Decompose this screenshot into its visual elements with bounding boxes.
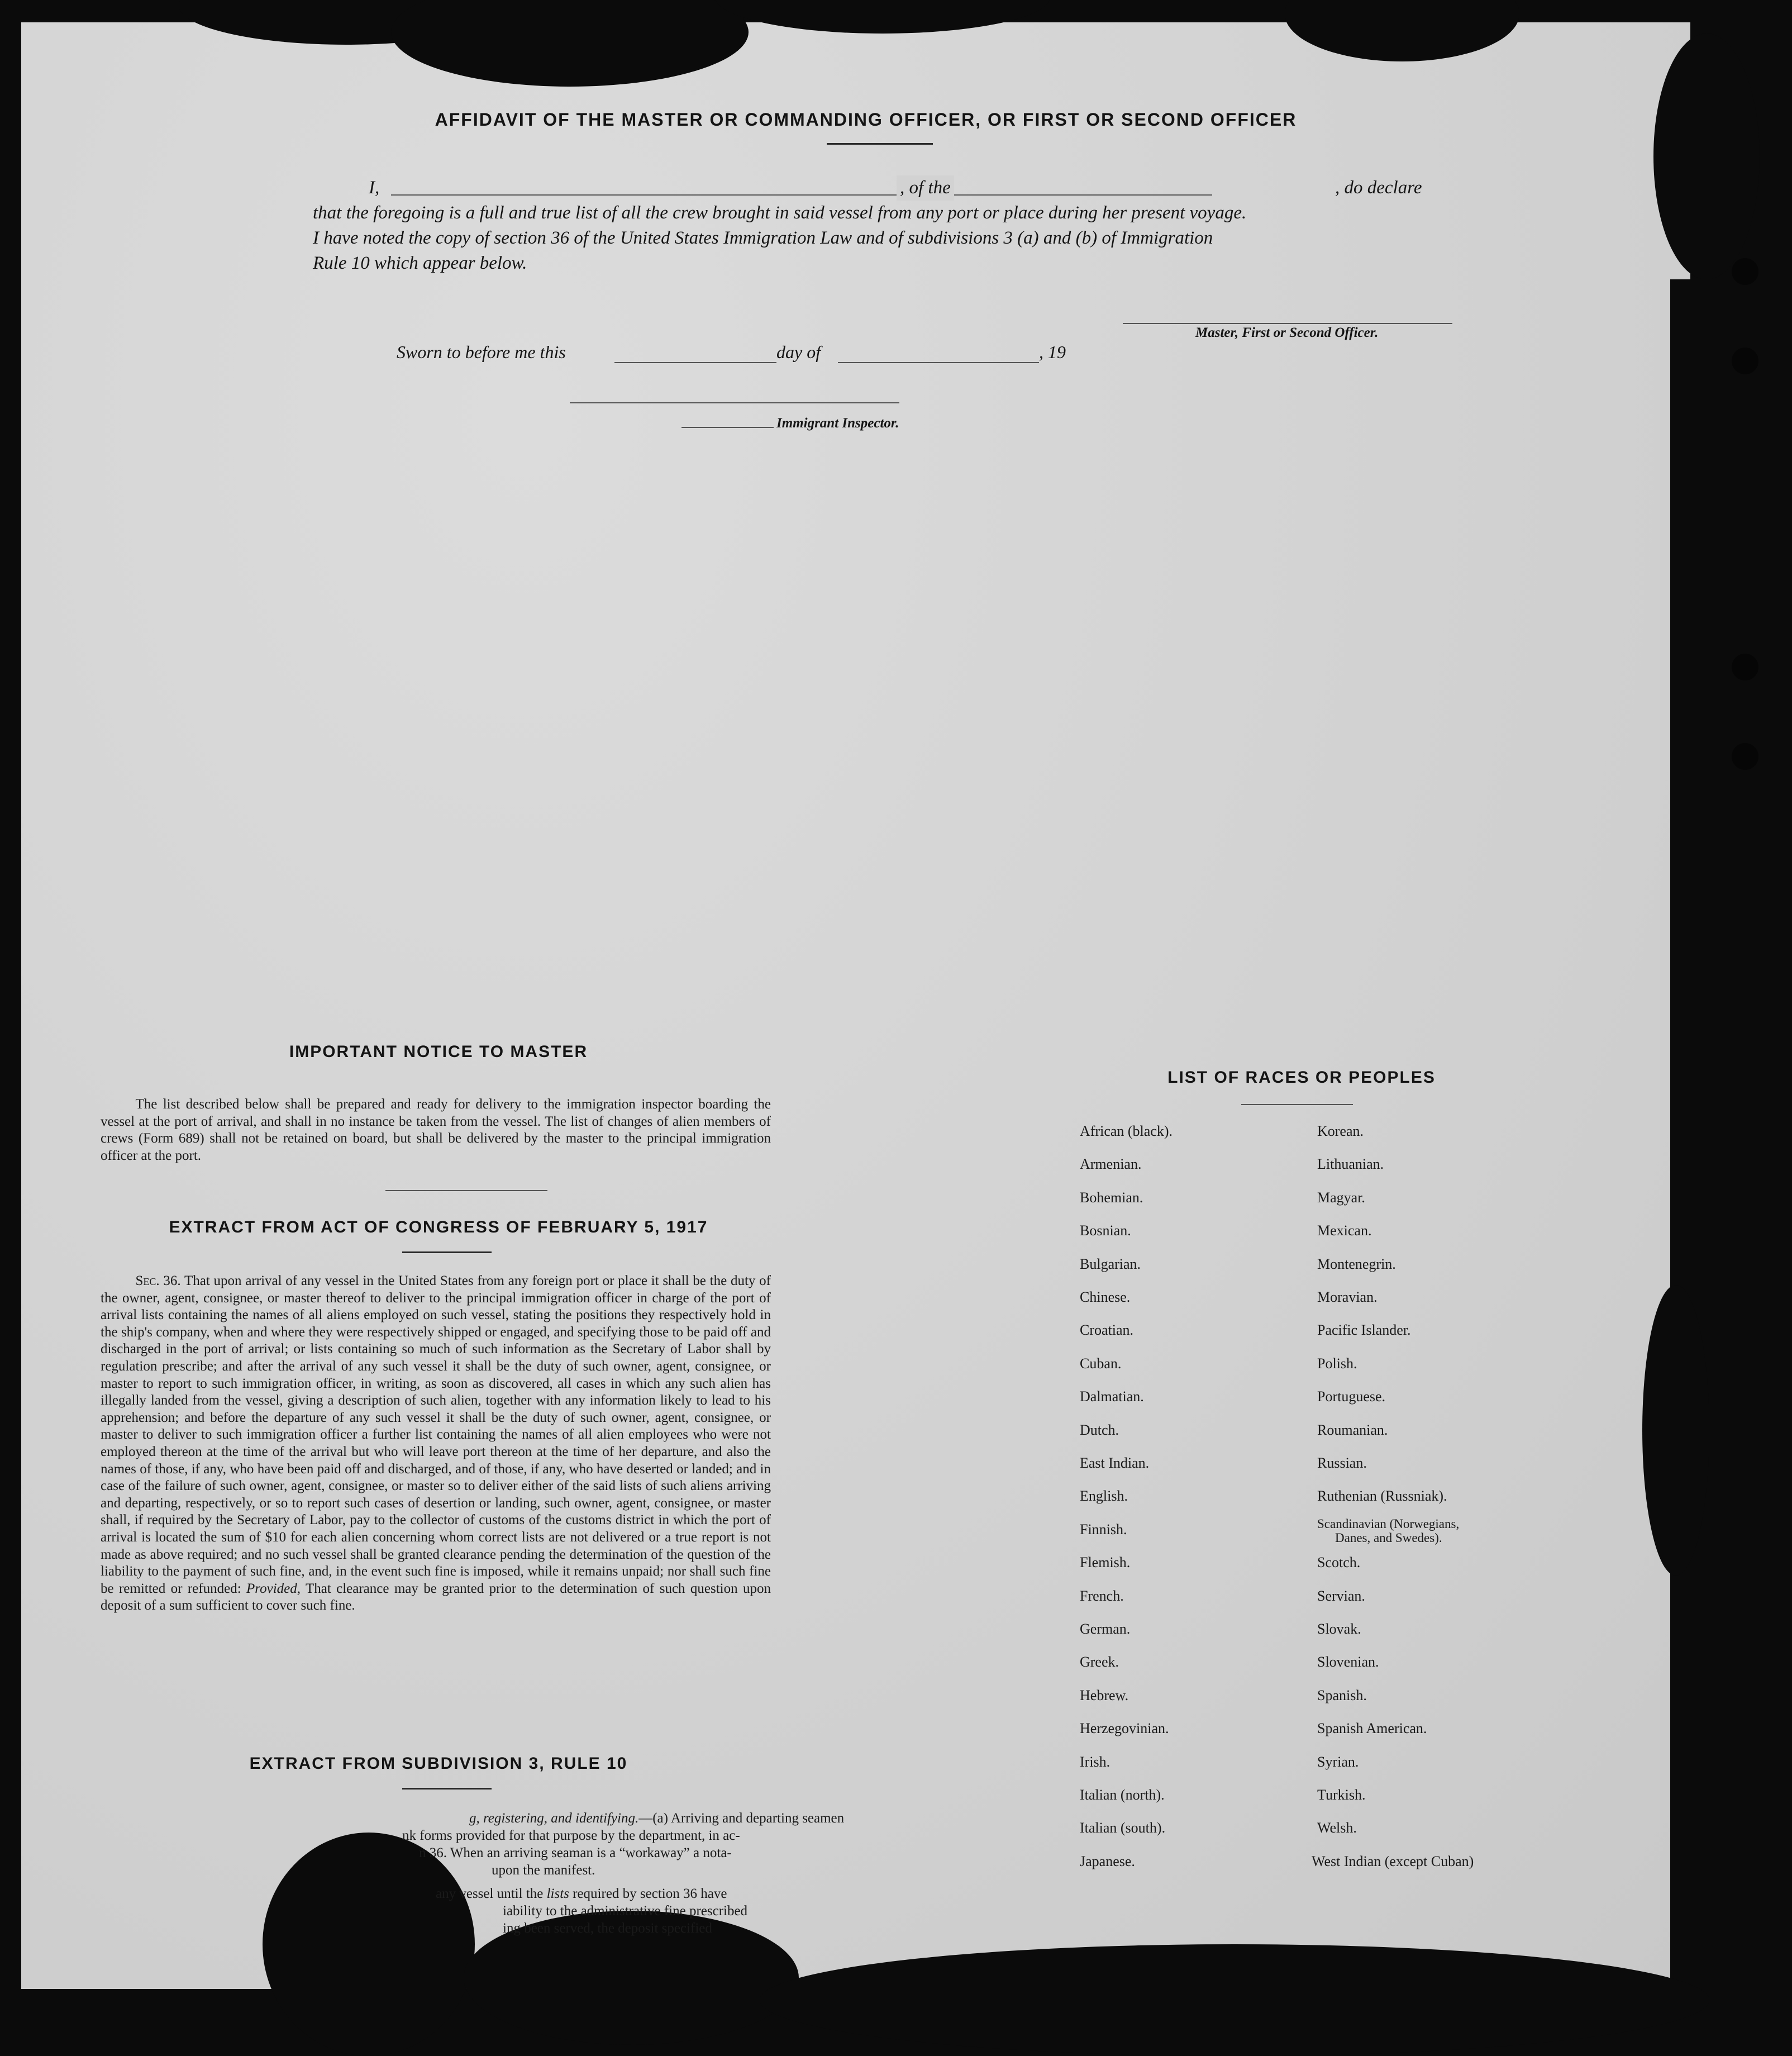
rule10-lists-word: lists: [546, 1886, 569, 1901]
sworn-prefix: Sworn to before me this: [397, 342, 566, 362]
rule10-line-5-a: any vessel unt: [436, 1886, 515, 1901]
race-item: Scotch.: [1317, 1554, 1361, 1571]
race-item: Moravian.: [1317, 1289, 1378, 1305]
race-item: Russian.: [1317, 1455, 1367, 1471]
notice-text: [101, 1096, 771, 1164]
affidavit-title: AFFIDAVIT OF THE MASTER OR COMMANDING OFFICER, OR FIRST OR SECOND OFFICER: [435, 110, 1297, 130]
affidavit-do-declare: , do declare: [1335, 178, 1422, 198]
race-item: Syrian.: [1317, 1753, 1359, 1770]
torn-edge-right: [1642, 1285, 1709, 1576]
torn-edge-top: [1653, 34, 1760, 279]
rule10-line-5-c: required by section 36 have: [573, 1886, 727, 1901]
race-item: Montenegrin.: [1317, 1255, 1396, 1272]
binder-hole: [1732, 258, 1758, 285]
race-item: Italian (south).: [1080, 1820, 1166, 1836]
rule10-line-1: [469, 1810, 844, 1827]
race-item: Italian (north).: [1080, 1787, 1165, 1803]
race-item: Finnish.: [1080, 1521, 1127, 1538]
race-item: Slovenian.: [1317, 1654, 1379, 1670]
rule10-line-7: ing been served, the deposit specified: [503, 1921, 712, 1936]
binder-hole: [1732, 348, 1758, 374]
provided-word: Provided,: [246, 1581, 301, 1596]
sec-label: Sec. 36.: [135, 1273, 181, 1288]
race-item: Herzegovinian.: [1080, 1720, 1169, 1737]
race-item: Dalmatian.: [1080, 1388, 1144, 1405]
master-signature-line[interactable]: [1123, 323, 1452, 324]
rule10-line-3: n 36. When an arriving seaman is a “workaway” a nota-: [419, 1845, 732, 1860]
notice-title: IMPORTANT NOTICE TO MASTER: [289, 1043, 588, 1061]
document-page: [21, 22, 1690, 1989]
race-item: Dutch.: [1080, 1421, 1119, 1438]
sec-36-text-b: That clearance may be granted prior to the determination of such question upon deposit of a sum sufficient to cover such fine.: [101, 1581, 771, 1614]
affidavit-line-2: that the foregoing is a full and true list of all the crew brought in said vessel from any port or place during her present voyage.: [313, 203, 1247, 223]
rule10-line-6: iability to the administrative fine prescribed: [503, 1903, 748, 1919]
affidavit-i: I,: [369, 178, 380, 198]
race-item: Hebrew.: [1080, 1687, 1129, 1703]
race-item: French.: [1080, 1587, 1124, 1604]
races-rule: [1241, 1104, 1353, 1105]
rule10-line-4: upon the manifest.: [492, 1863, 595, 1878]
rule10-rule: [402, 1788, 492, 1790]
act-title: EXTRACT FROM ACT OF CONGRESS OF FEBRUARY 5, 1917: [169, 1218, 708, 1236]
inspector-caption: Immigrant Inspector.: [776, 416, 899, 431]
binder-hole: [1732, 654, 1758, 680]
race-item: Bosnian.: [1080, 1222, 1131, 1239]
race-item: Turkish.: [1317, 1787, 1366, 1803]
torn-edge-bottom: [760, 1944, 1709, 2056]
binder-hole: [1732, 743, 1758, 770]
rule10-line-5-b: il the: [514, 1886, 544, 1901]
race-item: Cuban.: [1080, 1355, 1122, 1372]
race-item: Servian.: [1317, 1587, 1365, 1604]
notice-paragraph: The list described below shall be prepared and ready for delivery to the immigration inspector boarding the vessel at the port of arrival, and shall in no instance be taken from the vessel. The list of changes of alien members of crews (Form 689) shall not be retained on board, but shall be delivered by the master to the principal immigration officer at the port.: [101, 1097, 771, 1163]
rule10-line-5: [436, 1886, 727, 1903]
race-item: Mexican.: [1317, 1222, 1372, 1239]
race-item: Pacific Islander.: [1317, 1322, 1411, 1339]
rule10-line-1-italic: g, registering, and identifying.: [469, 1811, 639, 1826]
race-item: East Indian.: [1080, 1455, 1150, 1471]
month-blank-line[interactable]: [838, 362, 1039, 363]
day-blank-line[interactable]: [614, 362, 776, 363]
race-item: Flemish.: [1080, 1554, 1131, 1571]
affidavit-of-the: , of the: [897, 175, 954, 201]
race-item: Polish.: [1317, 1355, 1357, 1372]
affidavit-line-4: Rule 10 which appear below.: [313, 253, 527, 273]
race-item: Scandinavian (Norwegians,: [1317, 1516, 1460, 1531]
affidavit-line-3: I have noted the copy of section 36 of the United States Immigration Law and of subdivisions 3 (a) and (b) of Immigration: [313, 228, 1213, 248]
title-rule: [827, 143, 933, 145]
race-item: Japanese.: [1080, 1853, 1135, 1869]
race-item: Bulgarian.: [1080, 1255, 1141, 1272]
race-item: Slovak.: [1317, 1621, 1361, 1637]
rule10-line-2: nk forms provided for that purpose by the department, in ac-: [402, 1828, 740, 1843]
race-item: West Indian (except Cuban): [1312, 1853, 1474, 1869]
race-item: Irish.: [1080, 1753, 1111, 1770]
sworn-day-of: day of: [776, 342, 821, 362]
race-item: Armenian.: [1080, 1156, 1142, 1173]
race-item: Welsh.: [1317, 1820, 1357, 1836]
race-item: Ruthenian (Russniak).: [1317, 1488, 1447, 1505]
rule10-line-1-rest: —(a) Arriving and departing seamen: [638, 1811, 845, 1826]
race-item: Roumanian.: [1317, 1421, 1388, 1438]
rule10-title: EXTRACT FROM SUBDIVISION 3, RULE 10: [249, 1754, 628, 1773]
race-item: Spanish.: [1317, 1687, 1367, 1703]
race-item: Croatian.: [1080, 1322, 1134, 1339]
race-item: Portuguese.: [1317, 1388, 1386, 1405]
race-item: Bohemian.: [1080, 1189, 1143, 1206]
act-rule: [402, 1251, 492, 1253]
master-signature-caption: Master, First or Second Officer.: [1195, 325, 1379, 340]
race-item: Greek.: [1080, 1654, 1119, 1670]
race-item: Chinese.: [1080, 1289, 1131, 1305]
races-title: LIST OF RACES OR PEOPLES: [1167, 1068, 1436, 1087]
sworn-line: [397, 342, 1123, 367]
act-text: [101, 1273, 771, 1615]
race-item: Spanish American.: [1317, 1720, 1427, 1737]
inspector-signature-line[interactable]: [570, 402, 899, 403]
torn-edge-right: [1670, 279, 1792, 2014]
race-item: Magyar.: [1317, 1189, 1365, 1206]
race-item: African (black).: [1080, 1123, 1173, 1139]
race-continuation: Danes, and Swedes).: [1335, 1531, 1442, 1545]
sec-36-text-a: That upon arrival of any vessel in the United States from any foreign port or place it shall be the duty of the owner, agent, consignee, or master thereof to deliver to the principal immigration officer in charge of the port of arrival lists containing the names of all aliens employed on such vessel, stating the positions they respectively hold in the ship's company, when and where they were respectively shipped or engaged, and specifying those to be paid off and discharged in the port of arrival; or lists containing so much of such information as the Secretary of Labor shall by regulation prescribe; and after the arrival of any such vessel it shall be the duty of such owner, agent, consignee, or master to report to such immigration officer, in writing, as soon as discovered, all cases in which any such alien has illegally landed from the vessel, giving a description of such alien, together with any information likely to lead to his apprehension; and before the departure of any such vessel it shall be the duty of such owner, agent, consignee, or master to deliver to such immigration officer a further list containing the names of all alien employees who were not employed thereon at the time of the arrival but who will leave port thereon at the time of her departure, and also the names of those, if any, who have been paid off and discharged, and of those, if any, who have deserted or landed; and in case of the failure of such owner, agent, consignee, or master so to deliver either of the said lists of such aliens arriving and departing, respectively, or so to report such cases of desertion or landing, such owner, agent, consignee, or master shall, if required by the Secretary of Labor, pay to the collector of customs of the customs district in which the port of arrival is located the sum of $10 for each alien concerning whom correct lists are not delivered or a true report is not made as above required; and no such vessel shall be granted clearance pending the determination of the question of the liability to the payment of such fine, and, in the event such fine is imposed, while it remains unpaid; nor shall such fine be remitted or refunded:: [101, 1273, 771, 1596]
race-item: English.: [1080, 1488, 1128, 1505]
torn-edge-bottom: [263, 1833, 475, 2056]
notice-rule: [385, 1190, 547, 1191]
inspector-short-line: [681, 427, 774, 428]
sworn-year: , 19: [1039, 342, 1066, 362]
name-blank-line[interactable]: [391, 194, 1212, 196]
race-item: Lithuanian.: [1317, 1156, 1384, 1173]
sec-36-paragraph: [101, 1273, 771, 1615]
race-item: German.: [1080, 1621, 1131, 1637]
race-item: Korean.: [1317, 1123, 1364, 1139]
